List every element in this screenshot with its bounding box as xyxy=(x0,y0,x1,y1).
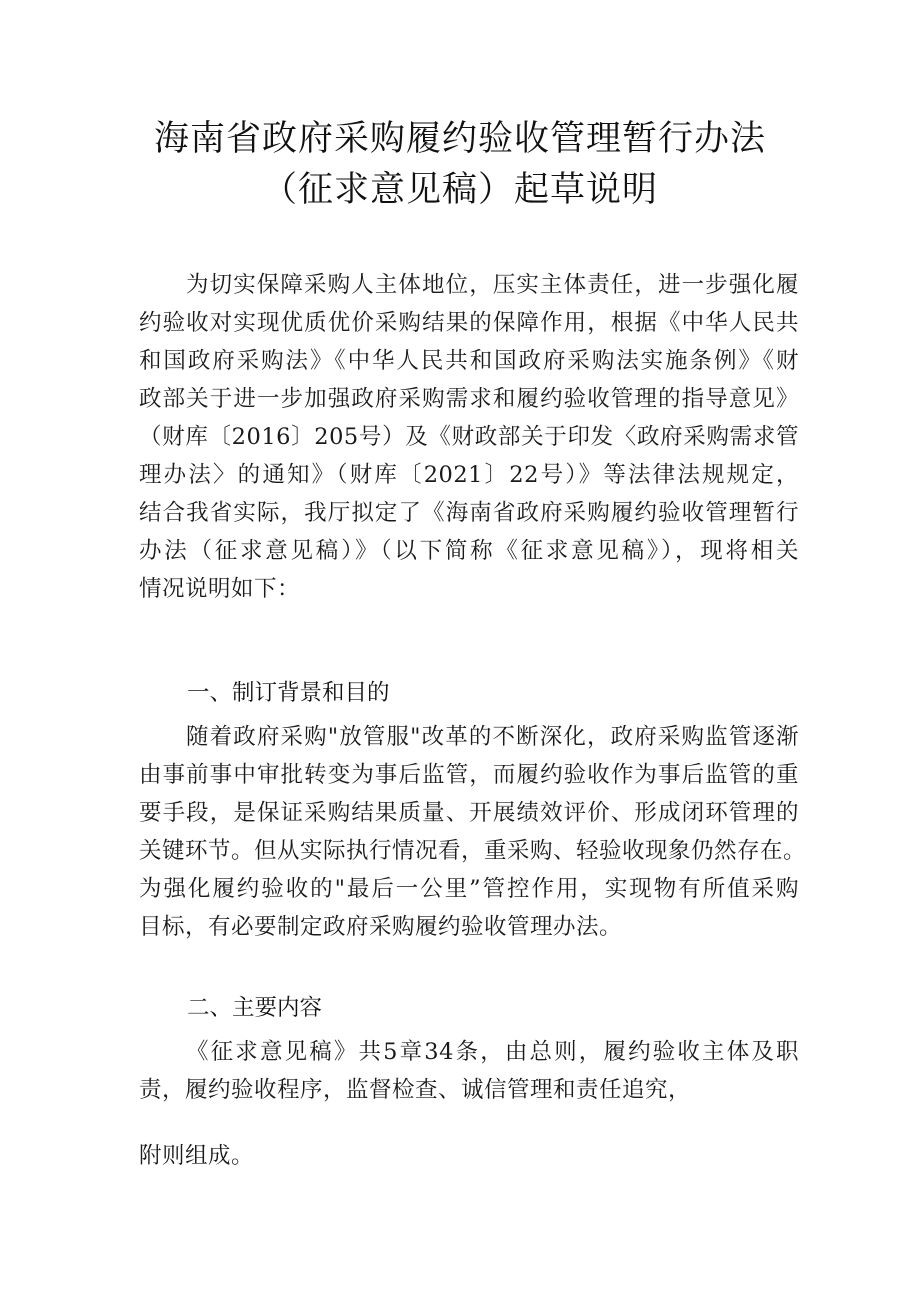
section-1-line-1: 随着政府采购"放管服"改革的不断深化，政府采购监管逐渐 xyxy=(186,724,799,750)
intro-line-2: 约验收对实现优质优价采购结果的保障作用，根据《中华人民共 xyxy=(139,310,799,336)
document-title-line-2: （征求意见稿）起草说明 xyxy=(261,170,658,210)
intro-line-9: 情况说明如下： xyxy=(139,576,301,602)
intro-line-5: （财库〔2016〕205号）及《财政部关于印发〈政府采购需求管 xyxy=(139,424,799,450)
intro-line-4: 政部关于进一步加强政府采购需求和履约验收管理的指导意见》 xyxy=(139,386,799,412)
section-2-line-2: 责，履约验收程序，监督检查、诚信管理和责任追究， xyxy=(139,1077,692,1103)
section-1-heading: 一、制订背景和目的 xyxy=(187,680,390,706)
intro-line-1: 为切实保障采购人主体地位，压实主体责任，进一步强化履 xyxy=(186,272,799,298)
intro-line-8: 办法（征求意见稿）》（以下简称《征求意见稿》），现将相关 xyxy=(139,538,799,564)
section-1-paragraph xyxy=(139,718,807,946)
section-2-paragraph xyxy=(139,1033,799,1109)
section-2-line-1: 《征求意见稿》共5章34条，由总则，履约验收主体及职 xyxy=(186,1039,799,1065)
section-1-line-5: 为强化履约验收的"最后一公里”管控作用，实现物有所值采购 xyxy=(139,876,799,902)
section-2-paragraph-tail xyxy=(139,1137,799,1175)
section-1-line-3: 要手段，是保证采购结果质量、开展绩效评价、形成闭环管理的 xyxy=(139,800,799,826)
document-title-line-1: 海南省政府采购履约验收管理暂行办法 xyxy=(153,119,766,159)
section-1-line-6: 目标，有必要制定政府采购履约验收管理办法。 xyxy=(139,914,623,940)
section-2-line-3: 附则组成。 xyxy=(139,1143,255,1169)
intro-line-6: 理办法〉的通知》（财库〔2021〕22号）》等法律法规规定， xyxy=(139,462,799,488)
intro-paragraph xyxy=(139,266,799,608)
section-2-heading: 二、主要内容 xyxy=(187,995,323,1021)
section-1-line-2: 由事前事中审批转变为事后监管，而履约验收作为事后监管的重 xyxy=(139,762,799,788)
section-1-line-4: 关键环节。但从实际执行情况看，重采购、轻验收现象仍然存在。 xyxy=(139,838,807,864)
intro-line-7: 结合我省实际，我厅拟定了《海南省政府采购履约验收管理暂行 xyxy=(139,500,799,526)
intro-line-3: 和国政府采购法》《中华人民共和国政府采购法实施条例》《财 xyxy=(139,348,799,374)
